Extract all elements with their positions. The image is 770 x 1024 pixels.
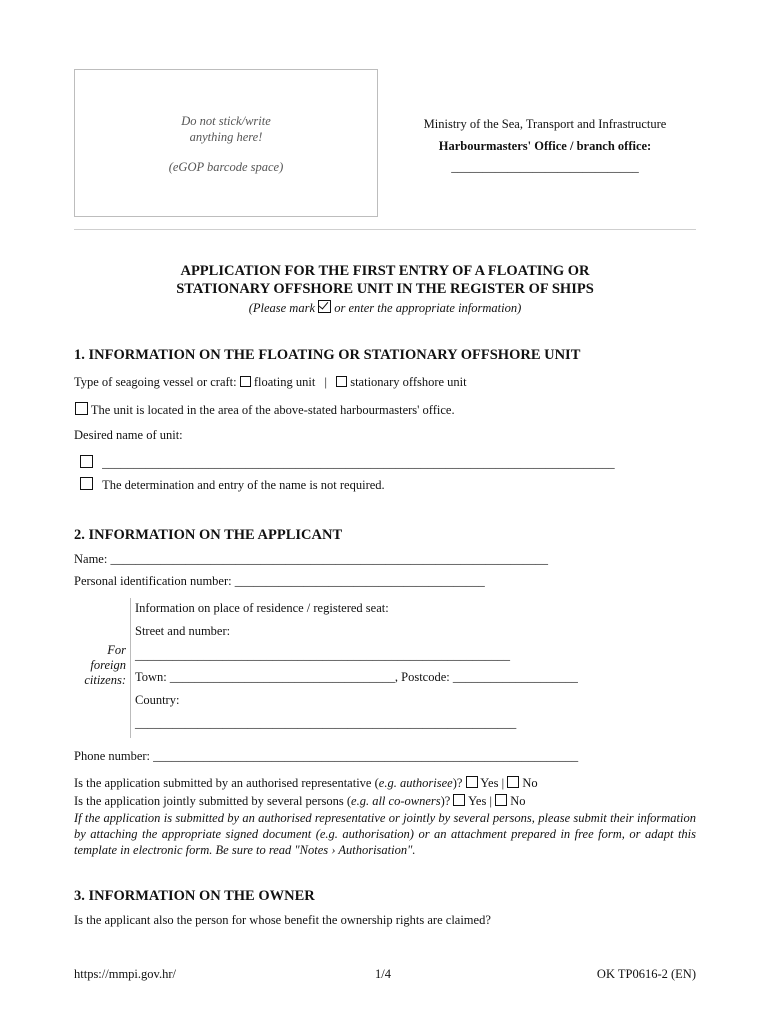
- ministry-block: [390, 117, 700, 175]
- vessel-type-label: Type of seagoing vessel or craft:: [74, 375, 237, 389]
- page-number: 1/4: [375, 967, 391, 981]
- form-title: [74, 262, 696, 316]
- desired-name-field[interactable]: __________________________________________________________________________________: [102, 456, 615, 470]
- name-not-required-row: [80, 477, 385, 493]
- desired-name-checkbox[interactable]: [80, 455, 93, 468]
- authorised-yes-checkbox[interactable]: [466, 776, 478, 788]
- vessel-type-row: [74, 375, 467, 390]
- name-not-required-checkbox[interactable]: [80, 477, 93, 490]
- pin-field[interactable]: Personal identification number: ________________________________________: [74, 574, 485, 588]
- instr-after: or enter the appropriate information): [334, 301, 522, 315]
- barcode-line-3: (eGOP barcode space): [168, 160, 284, 174]
- title-line-2: STATIONARY OFFSHORE UNIT IN THE REGISTER OF SHIPS: [176, 281, 594, 297]
- located-checkbox[interactable]: [75, 402, 88, 415]
- joint-q-text-b: )?: [440, 794, 451, 808]
- authorised-yes-label: Yes: [480, 776, 499, 790]
- footer-url[interactable]: https://mmpi.gov.hr/: [74, 967, 176, 981]
- authorised-no-checkbox[interactable]: [507, 776, 519, 788]
- office-label: Harbourmasters' Office / branch office:: [438, 139, 652, 153]
- foreign-label-1: For: [107, 643, 126, 657]
- authorisation-note: If the application is submitted by an authorised representative or jointly by several persons, please submit their information by attaching the appropriate signed document (e.g. authorisation) or an attachment prepared in free form, or adapt this template in electronic form. Be sure to read "Notes › Authorisation".: [74, 811, 696, 857]
- authorised-q-text-b: )?: [452, 776, 463, 790]
- instr-before: (Please mark: [248, 301, 315, 315]
- stationary-unit-checkbox[interactable]: [336, 376, 347, 387]
- title-instructions: [74, 300, 696, 316]
- residence-label: Information on place of residence / registered seat:: [135, 601, 389, 615]
- town-postcode-field[interactable]: Town: ____________________________________, Postcode: ____________________: [135, 670, 578, 684]
- street-label: Street and number:: [135, 624, 231, 638]
- title-line-1: APPLICATION FOR THE FIRST ENTRY OF A FLOATING OR: [180, 263, 590, 279]
- authorised-no-label: No: [522, 776, 538, 790]
- foreign-label-2: foreign: [90, 658, 126, 672]
- foreign-citizens-label: [74, 643, 126, 688]
- barcode-notice: [74, 113, 378, 175]
- authorised-q-example: e.g. authorisee: [378, 776, 453, 790]
- barcode-line-1: Do not stick/write: [181, 114, 271, 128]
- section-3-heading: 3. INFORMATION ON THE OWNER: [74, 888, 315, 904]
- foreign-block-divider: [130, 598, 131, 738]
- header-divider: [74, 229, 696, 230]
- owner-question: Is the applicant also the person for whose benefit the ownership rights are claimed?: [74, 913, 491, 927]
- office-blank[interactable]: ______________________________: [451, 160, 639, 174]
- country-field[interactable]: _____________________________________________________________: [135, 716, 517, 730]
- floating-unit-checkbox[interactable]: [240, 376, 251, 387]
- section-1-heading: 1. INFORMATION ON THE FLOATING OR STATIONARY OFFSHORE UNIT: [74, 347, 581, 363]
- desired-name-label: Desired name of unit:: [74, 428, 183, 442]
- joint-q-text-a: Is the application jointly submitted by several persons (: [74, 794, 352, 808]
- form-code: OK TP0616-2 (EN): [596, 967, 696, 981]
- joint-yes-label: Yes: [468, 794, 487, 808]
- checked-box-icon: [318, 300, 331, 313]
- section-2-heading: 2. INFORMATION ON THE APPLICANT: [74, 527, 343, 543]
- desired-name-row: [80, 455, 615, 471]
- phone-field[interactable]: Phone number: ____________________________________________________________________: [74, 749, 579, 763]
- country-label: Country:: [135, 693, 180, 707]
- authorised-question-row: Is the application submitted by an authorised representative (e.g. authorisee)? Yes | No: [74, 776, 538, 790]
- ministry-name: Ministry of the Sea, Transport and Infrastructure: [423, 117, 667, 131]
- located-row: [75, 402, 455, 418]
- street-field[interactable]: ____________________________________________________________: [135, 648, 510, 662]
- stationary-unit-label: stationary offshore unit: [350, 375, 467, 389]
- barcode-line-2: anything here!: [189, 130, 263, 144]
- authorised-q-text-a: Is the application submitted by an authorised representative (: [74, 776, 379, 790]
- joint-yes-checkbox[interactable]: [453, 794, 465, 806]
- joint-q-example: e.g. all co-owners: [351, 794, 441, 808]
- joint-no-label: No: [510, 794, 526, 808]
- foreign-label-3: citizens:: [84, 673, 126, 687]
- name-not-required-text: The determination and entry of the name is not required.: [102, 478, 385, 492]
- floating-unit-label: floating unit: [253, 375, 316, 389]
- applicant-name-field[interactable]: Name: ______________________________________________________________________: [74, 552, 548, 566]
- joint-no-checkbox[interactable]: [495, 794, 507, 806]
- located-text: The unit is located in the area of the above-stated harbourmasters' office.: [90, 403, 455, 417]
- option-divider: |: [324, 375, 327, 389]
- joint-question-row: Is the application jointly submitted by several persons (e.g. all co-owners)? Yes | No: [74, 794, 526, 808]
